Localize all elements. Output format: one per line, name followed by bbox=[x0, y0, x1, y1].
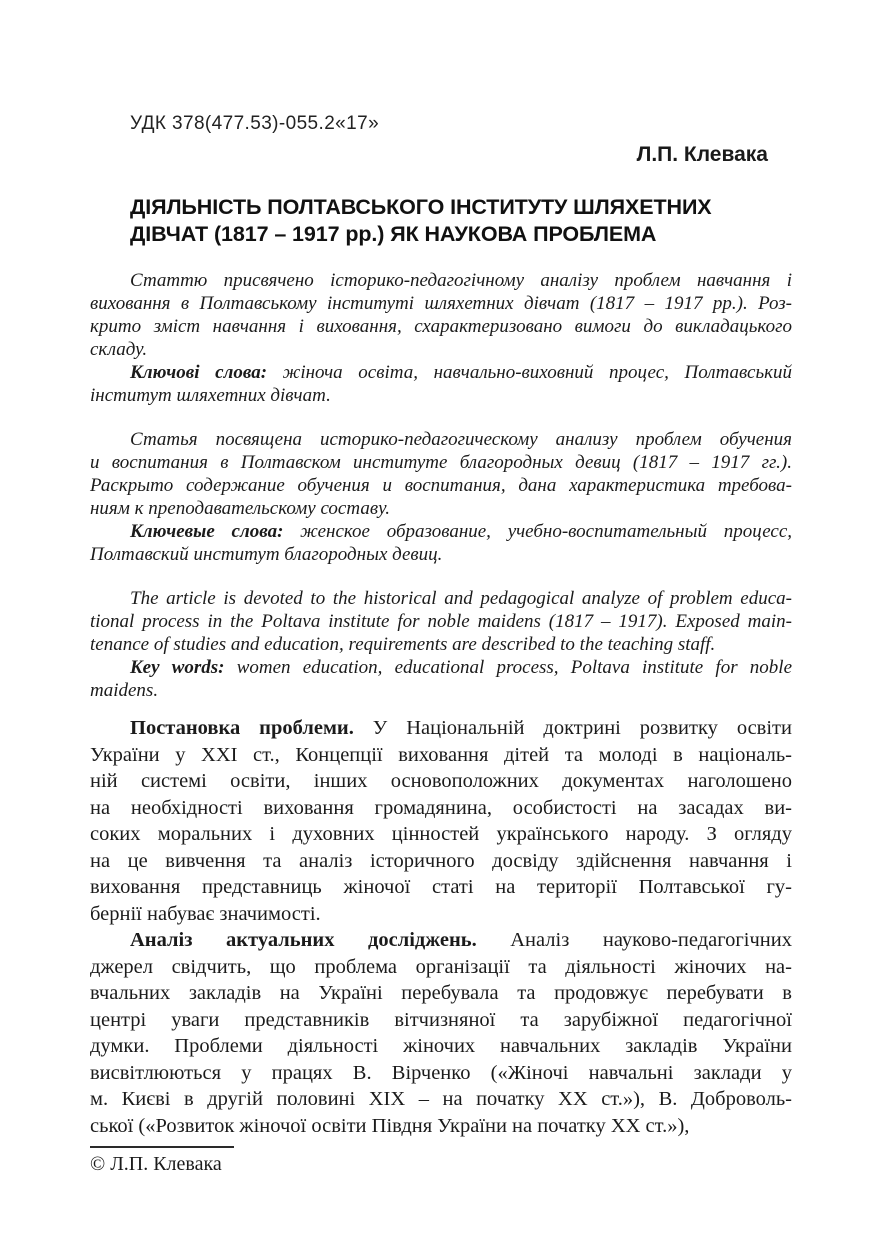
text-run: женское образование, учебно-воспитательный процесс, bbox=[283, 521, 792, 542]
paragraph bbox=[90, 715, 792, 927]
bold-lead-text: Аналіз актуальних досліджень. bbox=[130, 929, 477, 951]
text-run: Статья посвящена историко-педагогическому анализу проблем обучения bbox=[130, 429, 792, 450]
paragraph bbox=[90, 269, 792, 361]
text-run: думки. Проблеми діяльності жіночих навчальних закладів України bbox=[90, 1035, 792, 1057]
paragraph bbox=[90, 656, 792, 702]
main-text bbox=[90, 715, 792, 1139]
text-line bbox=[90, 1007, 792, 1034]
text-run: Аналіз науково-педагогічних bbox=[476, 929, 792, 951]
author-name: Л.П. Клевака bbox=[636, 143, 768, 166]
text-run: вчальних закладів на Україні перебувала та продовжує перебувати в bbox=[90, 982, 792, 1004]
text-line bbox=[90, 1060, 792, 1087]
text-run: соких моральних і духовних цінностей українського народу. З огляду bbox=[90, 823, 792, 845]
copyright-notice: © Л.П. Клевака bbox=[90, 1153, 222, 1175]
bold-lead-text: Ключевые слова: bbox=[130, 521, 284, 542]
text-line bbox=[90, 848, 792, 875]
text-line bbox=[90, 768, 792, 795]
udc-code: УДК 378(477.53)-055.2«17» bbox=[130, 113, 380, 134]
text-line bbox=[90, 633, 792, 656]
text-line bbox=[90, 451, 792, 474]
text-run: ниям к преподавательскому составу. bbox=[90, 498, 391, 519]
page-footer bbox=[90, 1146, 792, 1176]
text-run: Статтю присвячено історико-педагогічному аналізу проблем навчання і bbox=[130, 270, 792, 291]
text-run: жіноча освіта, навчально-виховний процес, Полтавський bbox=[267, 362, 792, 383]
article-title bbox=[130, 194, 792, 248]
text-run: складу. bbox=[90, 339, 148, 360]
text-run: виховання представниць жіночої статі на території Полтавської гу- bbox=[90, 876, 792, 898]
text-line bbox=[90, 874, 792, 901]
text-run: висвітлюються у працях В. Вірченко («Жіночі навчальні заклади у bbox=[90, 1061, 792, 1084]
text-run: джерел свідчить, що проблема організації та діяльності жіночих на- bbox=[90, 955, 792, 978]
text-run: и воспитания в Полтавском институте благородных девиц (1817 – 1917 гг.). bbox=[90, 452, 792, 473]
text-run: м. Києві в другій половині XIX – на початку XX ст.»), В. Доброволь- bbox=[90, 1088, 792, 1110]
text-run: центрі уваги представників вітчизняної та зарубіжної педагогічної bbox=[90, 1008, 792, 1031]
text-run: maidens. bbox=[90, 680, 159, 701]
title-line-2: ДІВЧАТ (1817 – 1917 рр.) ЯК НАУКОВА ПРОБЛЕМА bbox=[130, 222, 657, 246]
text-line bbox=[90, 269, 792, 292]
text-run: tional process in the Poltava institute for noble maidens (1817 – 1917). Exposed main- bbox=[90, 611, 792, 632]
text-line bbox=[90, 954, 792, 981]
paragraph bbox=[90, 428, 792, 520]
text-run: Полтавский институт благородных девиц. bbox=[90, 544, 443, 565]
text-line bbox=[90, 1033, 792, 1060]
text-line bbox=[90, 497, 792, 520]
bold-lead-text: Key words: bbox=[130, 657, 225, 678]
text-line bbox=[90, 292, 792, 315]
text-line bbox=[90, 980, 792, 1007]
text-column bbox=[90, 0, 792, 1176]
text-line bbox=[90, 821, 792, 848]
text-run: на це вивчення та аналіз історичного досвіду здійснення навчання і bbox=[90, 849, 792, 872]
text-run: У Національній доктрині розвитку освіти bbox=[353, 717, 792, 739]
text-run: на необхідності виховання громадянина, особистості на засадах ви- bbox=[90, 796, 792, 819]
text-line bbox=[90, 587, 792, 610]
bold-lead-text: Постановка проблеми. bbox=[130, 717, 354, 739]
paragraph bbox=[90, 361, 792, 407]
text-run: ської («Розвиток жіночої освіти Півдня України на початку XX ст.»), bbox=[90, 1114, 690, 1137]
text-line bbox=[90, 901, 792, 928]
text-line bbox=[90, 795, 792, 822]
abstract-ukrainian bbox=[90, 269, 792, 407]
text-line bbox=[90, 1086, 792, 1113]
text-line bbox=[90, 520, 792, 543]
text-line bbox=[90, 1113, 792, 1140]
text-run: виховання в Полтавському інституті шляхетних дівчат (1817 – 1917 рр.). Роз- bbox=[90, 293, 792, 314]
text-line bbox=[90, 384, 792, 407]
text-run: The article is devoted to the historical and pedagogical analyze of problem educa- bbox=[130, 588, 792, 609]
bold-lead-text: Ключові слова: bbox=[130, 362, 268, 383]
paragraph bbox=[90, 587, 792, 656]
text-line bbox=[90, 474, 792, 497]
text-line bbox=[90, 315, 792, 338]
text-line bbox=[90, 656, 792, 679]
text-run: tenance of studies and education, requirements are described to the teaching staff. bbox=[90, 634, 716, 655]
text-line bbox=[90, 742, 792, 769]
text-run: бернії набуває значимості. bbox=[90, 902, 321, 925]
text-run: ній системі освіти, інших основоположних документах наголошено bbox=[90, 770, 792, 792]
text-run: інститут шляхетних дівчат. bbox=[90, 385, 331, 406]
paragraph bbox=[90, 520, 792, 566]
title-line-1: ДІЯЛЬНІСТЬ ПОЛТАВСЬКОГО ІНСТИТУТУ ШЛЯХЕТНИХ bbox=[130, 195, 712, 219]
text-line bbox=[90, 679, 792, 702]
text-line bbox=[90, 927, 792, 954]
text-line bbox=[90, 543, 792, 566]
text-run: України у XXI ст., Концепції виховання дітей та молоді в національ- bbox=[90, 743, 792, 766]
text-run: Раскрыто содержание обучения и воспитания, дана характеристика требова- bbox=[90, 475, 792, 496]
paragraph bbox=[90, 927, 792, 1139]
text-line bbox=[90, 361, 792, 384]
text-line bbox=[90, 338, 792, 361]
abstract-russian bbox=[90, 428, 792, 566]
text-line bbox=[90, 715, 792, 742]
abstract-english bbox=[90, 587, 792, 702]
text-run: women education, educational process, Poltava institute for noble bbox=[224, 657, 793, 678]
text-line bbox=[90, 610, 792, 633]
footnote-divider bbox=[90, 1146, 234, 1148]
text-run: крито зміст навчання і виховання, схарактеризовано вимоги до викладацького bbox=[90, 316, 792, 337]
text-line bbox=[90, 428, 792, 451]
article-sections bbox=[90, 269, 792, 1139]
